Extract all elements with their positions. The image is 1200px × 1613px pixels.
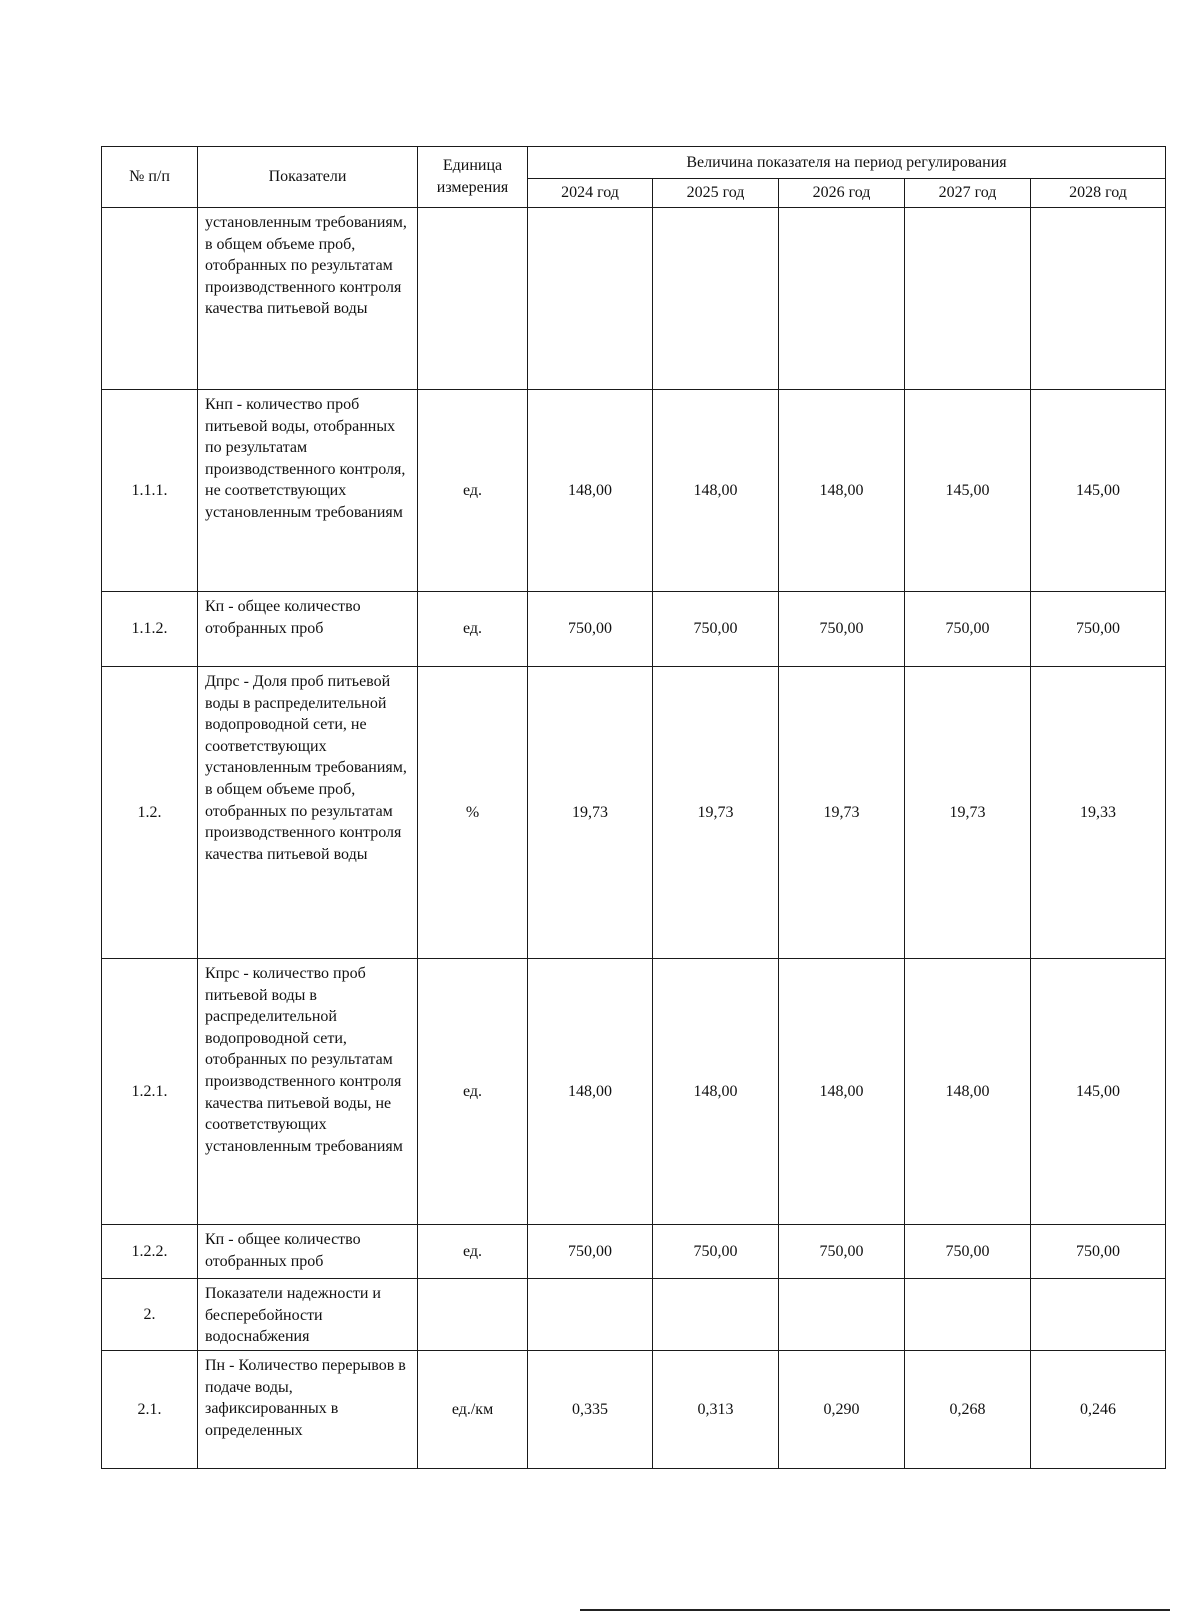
row-value-2026: 750,00 <box>779 592 905 667</box>
row-indicator: Показатели надежности и бесперебойности водоснабжения <box>198 1279 418 1351</box>
row-number <box>102 208 198 390</box>
table-row <box>102 667 1166 959</box>
row-unit: % <box>418 667 528 959</box>
row-value-2026: 750,00 <box>779 1225 905 1279</box>
row-unit: ед. <box>418 959 528 1225</box>
row-number: 2.1. <box>102 1351 198 1469</box>
row-value-2024: 750,00 <box>528 592 653 667</box>
row-value-2026: 148,00 <box>779 959 905 1225</box>
row-value-2027: 19,73 <box>905 667 1031 959</box>
row-value-2024 <box>528 208 653 390</box>
row-indicator: Кнп - количество проб питьевой воды, отобранных по результатам производственного контроля, не соответствующих установленным требованиям <box>198 390 418 592</box>
header-unit: Единица измерения <box>418 147 528 208</box>
page-bottom-rule <box>580 1609 1170 1611</box>
indicators-table <box>101 146 1166 1469</box>
table-row <box>102 959 1166 1225</box>
row-value-2024: 750,00 <box>528 1225 653 1279</box>
row-value-2026: 19,73 <box>779 667 905 959</box>
row-value-2027: 145,00 <box>905 390 1031 592</box>
row-value-2028: 750,00 <box>1031 1225 1166 1279</box>
row-value-2025 <box>653 1279 779 1351</box>
row-value-2024: 148,00 <box>528 959 653 1225</box>
row-value-2027: 0,268 <box>905 1351 1031 1469</box>
row-number: 1.2. <box>102 667 198 959</box>
table-row <box>102 208 1166 390</box>
row-value-2027: 148,00 <box>905 959 1031 1225</box>
row-indicator: Кпрс - количество проб питьевой воды в распределительной водопроводной сети, отобранных по результатам производственного контроля качества питьевой воды, не соответствующих установленным требованиям <box>198 959 418 1225</box>
row-value-2025: 750,00 <box>653 1225 779 1279</box>
row-value-2028: 0,246 <box>1031 1351 1166 1469</box>
row-value-2025: 148,00 <box>653 390 779 592</box>
row-value-2027: 750,00 <box>905 1225 1031 1279</box>
row-value-2025 <box>653 208 779 390</box>
row-number: 1.2.2. <box>102 1225 198 1279</box>
row-unit: ед. <box>418 1225 528 1279</box>
table-row <box>102 1351 1166 1469</box>
header-year-2025: 2025 год <box>653 179 779 208</box>
row-indicator: Дпрс - Доля проб питьевой воды в распределительной водопроводной сети, не соответствующих установленным требованиям, в общем объеме проб, отобранных по результатам производственного контроля качества питьевой воды <box>198 667 418 959</box>
row-value-2028: 750,00 <box>1031 592 1166 667</box>
table-row <box>102 1225 1166 1279</box>
header-year-2024: 2024 год <box>528 179 653 208</box>
header-number: № п/п <box>102 147 198 208</box>
row-value-2025: 148,00 <box>653 959 779 1225</box>
row-unit <box>418 1279 528 1351</box>
row-value-2025: 0,313 <box>653 1351 779 1469</box>
header-period: Величина показателя на период регулирования <box>528 147 1166 179</box>
row-value-2028: 145,00 <box>1031 959 1166 1225</box>
row-value-2028: 19,33 <box>1031 667 1166 959</box>
row-value-2024: 0,335 <box>528 1351 653 1469</box>
row-value-2026 <box>779 1279 905 1351</box>
row-indicator: установленным требованиям, в общем объеме проб, отобранных по результатам производственного контроля качества питьевой воды <box>198 208 418 390</box>
row-value-2026: 0,290 <box>779 1351 905 1469</box>
row-unit: ед./км <box>418 1351 528 1469</box>
row-value-2027: 750,00 <box>905 592 1031 667</box>
row-indicator: Кп - общее количество отобранных проб <box>198 592 418 667</box>
row-value-2026 <box>779 208 905 390</box>
row-value-2027 <box>905 208 1031 390</box>
row-value-2024 <box>528 1279 653 1351</box>
row-value-2028 <box>1031 1279 1166 1351</box>
header-year-2028: 2028 год <box>1031 179 1166 208</box>
row-indicator: Кп - общее количество отобранных проб <box>198 1225 418 1279</box>
table-row <box>102 390 1166 592</box>
row-unit: ед. <box>418 592 528 667</box>
row-unit: ед. <box>418 390 528 592</box>
row-number: 1.2.1. <box>102 959 198 1225</box>
row-number: 2. <box>102 1279 198 1351</box>
row-unit <box>418 208 528 390</box>
table-row <box>102 592 1166 667</box>
row-value-2024: 19,73 <box>528 667 653 959</box>
table-row <box>102 1279 1166 1351</box>
header-year-2026: 2026 год <box>779 179 905 208</box>
row-value-2024: 148,00 <box>528 390 653 592</box>
header-year-2027: 2027 год <box>905 179 1031 208</box>
row-value-2027 <box>905 1279 1031 1351</box>
row-value-2028: 145,00 <box>1031 390 1166 592</box>
row-value-2028 <box>1031 208 1166 390</box>
row-value-2025: 750,00 <box>653 592 779 667</box>
row-number: 1.1.1. <box>102 390 198 592</box>
row-indicator: Пн - Количество перерывов в подаче воды, зафиксированных в определенных <box>198 1351 418 1469</box>
row-value-2025: 19,73 <box>653 667 779 959</box>
row-value-2026: 148,00 <box>779 390 905 592</box>
header-indicators: Показатели <box>198 147 418 208</box>
row-number: 1.1.2. <box>102 592 198 667</box>
